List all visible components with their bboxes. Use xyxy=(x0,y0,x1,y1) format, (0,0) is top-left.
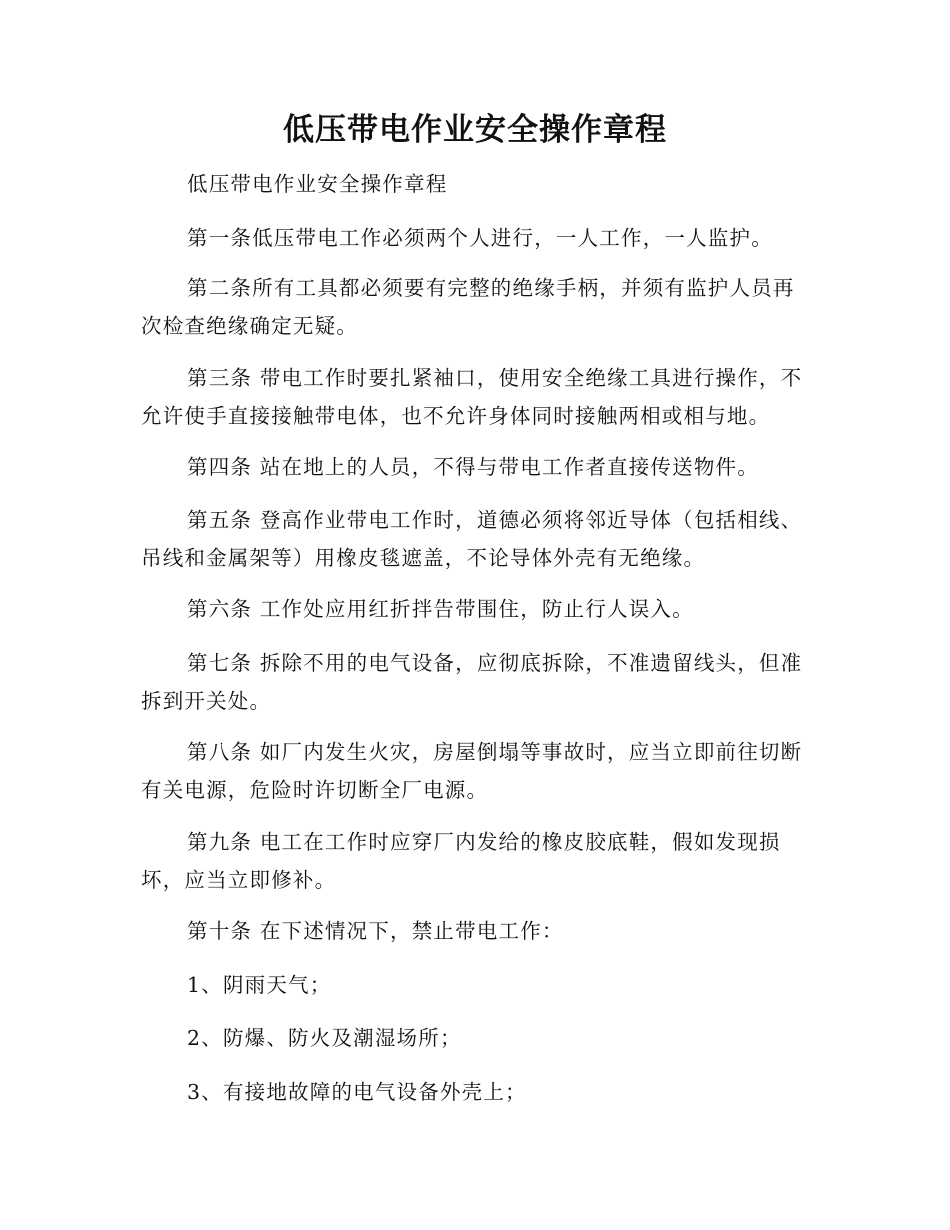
paragraph-article-7: 第七条 拆除不用的电气设备，应彻底拆除，不准遗留线头，但准拆到开关处。 xyxy=(141,651,803,713)
paragraph-article-6: 第六条 工作处应用红折拌告带围住，防止行人误入。 xyxy=(187,597,694,621)
paragraph-article-8: 第八条 如厂内发生火灾，房屋倒塌等事故时，应当立即前往切断有关电源，危险时许切断全厂电源。 xyxy=(141,740,803,802)
paragraph-article-3: 第三条 带电工作时要扎紧袖口，使用安全绝缘工具进行操作，不允许使手直接接触带电体，也不允许身体同时接触两相或相与地。 xyxy=(141,366,803,428)
paragraph-article-1: 第一条低压带电工作必须两个人进行，一人工作，一人监护。 xyxy=(187,226,773,250)
document-title: 低压带电作业安全操作章程 xyxy=(283,112,667,148)
list-item-3: 3、有接地故障的电气设备外壳上； xyxy=(187,1080,527,1104)
paragraph-article-9: 第九条 电工在工作时应穿厂内发给的橡皮胶底鞋，假如发现损坏，应当立即修补。 xyxy=(141,830,781,892)
paragraph-article-2: 第二条所有工具都必须要有完整的绝缘手柄，并须有监护人员再次检查绝缘确定无疑。 xyxy=(141,276,795,338)
paragraph-subtitle: 低压带电作业安全操作章程 xyxy=(187,172,448,196)
paragraph-article-4: 第四条 站在地上的人员，不得与带电工作者直接传送物件。 xyxy=(187,455,759,479)
list-item-1: 1、阴雨天气； xyxy=(187,973,332,997)
list-item-2: 2、防爆、防火及潮湿场所； xyxy=(187,1026,462,1050)
paragraph-article-10: 第十条 在下述情况下，禁止带电工作： xyxy=(187,919,564,943)
paragraph-article-5: 第五条 登高作业带电工作时，道德必须将邻近导体（包括相线、吊线和金属架等）用橡皮毯遮盖，不论导体外壳有无绝缘。 xyxy=(141,508,803,570)
